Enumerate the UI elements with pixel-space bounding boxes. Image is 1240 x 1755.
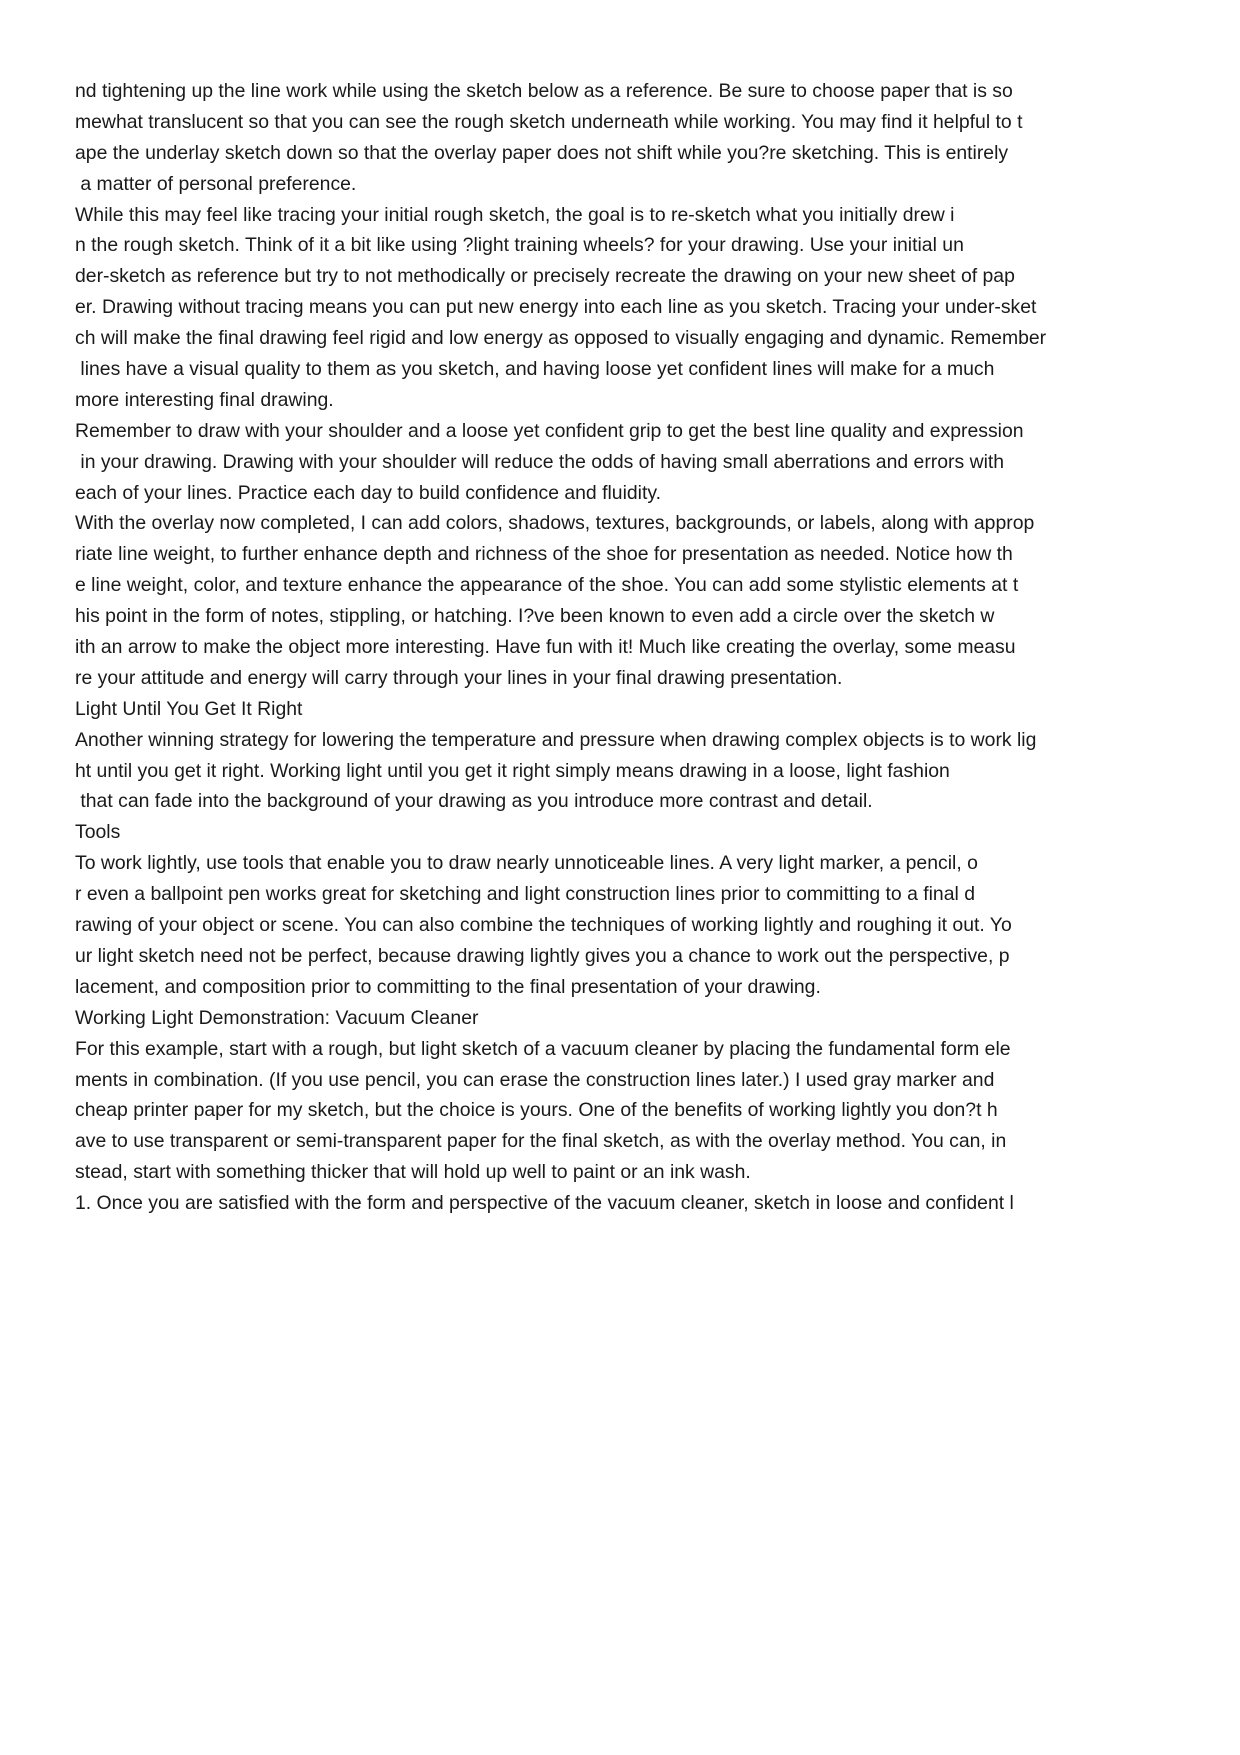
text-line: stead, start with something thicker that will hold up well to paint or an ink wash.	[75, 1161, 751, 1184]
text-line: his point in the form of notes, stippling, or hatching. I?ve been known to even add a circle over the sketch w	[75, 605, 995, 628]
text-line: While this may feel like tracing your initial rough sketch, the goal is to re-sketch what you initially drew i	[75, 203, 955, 226]
section-heading: Light Until You Get It Right	[75, 697, 303, 720]
text-line: ch will make the final drawing feel rigid and low energy as opposed to visually engaging and dynamic. Remember	[75, 327, 1047, 350]
text-line: re your attitude and energy will carry through your lines in your final drawing presentation.	[75, 666, 843, 689]
text-line: ments in combination. (If you use pencil, you can erase the construction lines later.) I used gray marker and	[75, 1068, 995, 1091]
text-line: that can fade into the background of your drawing as you introduce more contrast and detail.	[75, 790, 873, 813]
text-line: er. Drawing without tracing means you can put new energy into each line as you sketch. Tracing your under-sket	[75, 296, 1037, 319]
text-line: rawing of your object or scene. You can also combine the techniques of working lightly and roughing it out. Yo	[75, 914, 1012, 937]
text-line: a matter of personal preference.	[75, 172, 357, 195]
section-heading: Tools	[75, 821, 121, 844]
text-line: For this example, start with a rough, but light sketch of a vacuum cleaner by placing the fundamental form ele	[75, 1037, 1011, 1060]
section-heading: Working Light Demonstration: Vacuum Cleaner	[75, 1006, 479, 1029]
text-line: cheap printer paper for my sketch, but the choice is yours. One of the benefits of working lightly you don?t h	[75, 1099, 998, 1122]
text-line: ape the underlay sketch down so that the overlay paper does not shift while you?re sketching. This is entirely	[75, 141, 1009, 164]
text-line: more interesting final drawing.	[75, 388, 334, 411]
text-line: Remember to draw with your shoulder and a loose yet confident grip to get the best line quality and expression	[75, 419, 1024, 442]
text-line: riate line weight, to further enhance depth and richness of the shoe for presentation as needed. Notice how th	[75, 543, 1013, 566]
text-line: ave to use transparent or semi-transparent paper for the final sketch, as with the overlay method. You can, in	[75, 1130, 1007, 1153]
text-line: r even a ballpoint pen works great for sketching and light construction lines prior to committing to a final d	[75, 883, 975, 906]
text-line: ur light sketch need not be perfect, because drawing lightly gives you a chance to work out the perspective, p	[75, 944, 1010, 967]
text-line: lines have a visual quality to them as you sketch, and having loose yet confident lines will make for a much	[75, 358, 995, 381]
text-line: Another winning strategy for lowering the temperature and pressure when drawing complex objects is to work lig	[75, 728, 1037, 751]
text-line: der-sketch as reference but try to not methodically or precisely recreate the drawing on your new sheet of pap	[75, 265, 1015, 288]
text-line: mewhat translucent so that you can see the rough sketch underneath while working. You may find it helpful to t	[75, 110, 1023, 133]
text-line: nd tightening up the line work while using the sketch below as a reference. Be sure to choose paper that is so	[75, 80, 1013, 102]
text-line: n the rough sketch. Think of it a bit like using ?light training wheels? for your drawing. Use your initial un	[75, 234, 964, 257]
text-line: ht until you get it right. Working light until you get it right simply means drawing in a loose, light fashion	[75, 759, 950, 782]
text-line: lacement, and composition prior to committing to the final presentation of your drawing.	[75, 975, 821, 998]
text-line: in your drawing. Drawing with your shoulder will reduce the odds of having small aberrations and errors with	[75, 450, 1005, 473]
text-line: each of your lines. Practice each day to build confidence and fluidity.	[75, 481, 662, 504]
text-line: e line weight, color, and texture enhance the appearance of the shoe. You can add some stylistic elements at t	[75, 574, 1019, 597]
text-line: With the overlay now completed, I can add colors, shadows, textures, backgrounds, or labels, along with approp	[75, 512, 1035, 535]
body-text	[75, 76, 1195, 1219]
text-line: ith an arrow to make the object more interesting. Have fun with it! Much like creating the overlay, some measu	[75, 636, 1016, 659]
text-line: To work lightly, use tools that enable you to draw nearly unnoticeable lines. A very light marker, a pencil, o	[75, 852, 978, 875]
text-line: 1. Once you are satisfied with the form and perspective of the vacuum cleaner, sketch in loose and confident l	[75, 1192, 1014, 1215]
